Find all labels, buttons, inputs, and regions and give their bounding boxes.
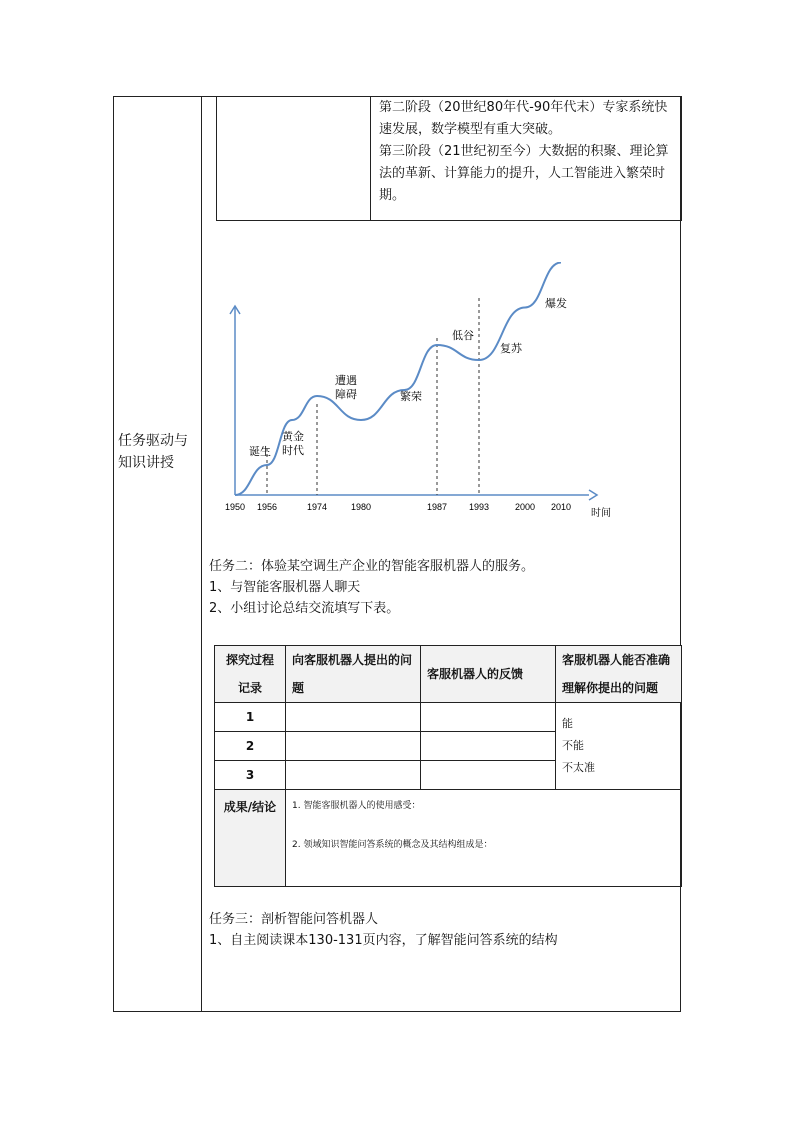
x-tick-label: 1956 (256, 502, 278, 512)
feedback-cell[interactable] (421, 732, 556, 761)
x-tick-label: 1974 (306, 502, 328, 512)
task2-title: 任务二：体验某空调生产企业的智能客服机器人的服务。 (209, 559, 535, 574)
history-text (379, 97, 677, 207)
question-cell[interactable] (286, 732, 421, 761)
x-axis-label: 时间 (591, 508, 611, 519)
header-understand: 客服机器人能否准确理解你提出的问题 (556, 646, 682, 703)
conclusion-item-1: 1. 智能客服机器人的使用感受： (292, 801, 421, 811)
header-question: 向客服机器人提出的问题 (286, 646, 421, 703)
left-column-divider (201, 96, 205, 1012)
conclusion-label: 成果/结论 (215, 790, 286, 887)
feedback-cell[interactable] (421, 703, 556, 732)
probe-table (214, 645, 682, 887)
row-number: 1 (215, 703, 286, 732)
ai-history-chart (205, 262, 625, 524)
table-header-row (215, 646, 682, 703)
chart-annotation: 时代 (282, 444, 304, 457)
answer-partial: 不太准 (562, 761, 595, 774)
x-tick-label: 1987 (426, 502, 448, 512)
table-row (215, 703, 682, 732)
conclusion-cell[interactable] (286, 790, 682, 887)
stage2-text: 第二阶段（20世纪80年代-90年代末）专家系统快速发展，数学模型有重大突破。 (379, 100, 668, 137)
x-tick-label: 1950 (224, 502, 246, 512)
x-tick-label: 2000 (514, 502, 536, 512)
chart-annotation: 遭遇 (335, 374, 357, 387)
task3-step1: 1、自主阅读课本130-131页内容，了解智能问答系统的结构 (209, 933, 558, 948)
answer-no: 不能 (562, 739, 584, 752)
x-tick-label: 1993 (468, 502, 490, 512)
answer-options (556, 703, 682, 790)
conclusion-item-2: 2. 领域知识智能问答系统的概念及其结构组成是： (292, 840, 493, 850)
chart-annotation: 黄金 (282, 430, 304, 443)
row-number: 2 (215, 732, 286, 761)
history-box-divider (370, 96, 371, 221)
question-cell[interactable] (286, 761, 421, 790)
header-feedback: 客服机器人的反馈 (421, 646, 556, 703)
chart-annotation: 繁荣 (400, 390, 422, 403)
series-line (235, 263, 561, 496)
feedback-cell[interactable] (421, 761, 556, 790)
task2-step2: 2、小组讨论总结交流填写下表。 (209, 601, 400, 616)
chart-annotation: 爆发 (545, 297, 567, 310)
x-axis-arrow (589, 490, 597, 500)
conclusion-row (215, 790, 682, 887)
row-number: 3 (215, 761, 286, 790)
question-cell[interactable] (286, 703, 421, 732)
task2-step1: 1、与智能客服机器人聊天 (209, 580, 361, 595)
answer-yes: 能 (562, 717, 573, 730)
stage3-text: 第三阶段（21世纪初至今）大数据的积聚、理论算法的革新、计算能力的提升，人工智能进入繁荣时期。 (379, 144, 669, 203)
chart-annotation: 障碍 (335, 388, 357, 401)
task3-title: 任务三：剖析智能问答机器人 (209, 912, 379, 927)
x-tick-label: 2010 (550, 502, 572, 512)
header-record: 探究过程记录 (215, 646, 286, 703)
side-label: 任务驱动与知识讲授 (118, 433, 188, 471)
left-column (113, 96, 202, 1012)
x-tick-label: 1980 (350, 502, 372, 512)
chart-annotation: 诞生 (249, 445, 271, 458)
chart-annotation: 低谷 (452, 329, 474, 342)
chart-annotation: 复苏 (500, 342, 522, 355)
